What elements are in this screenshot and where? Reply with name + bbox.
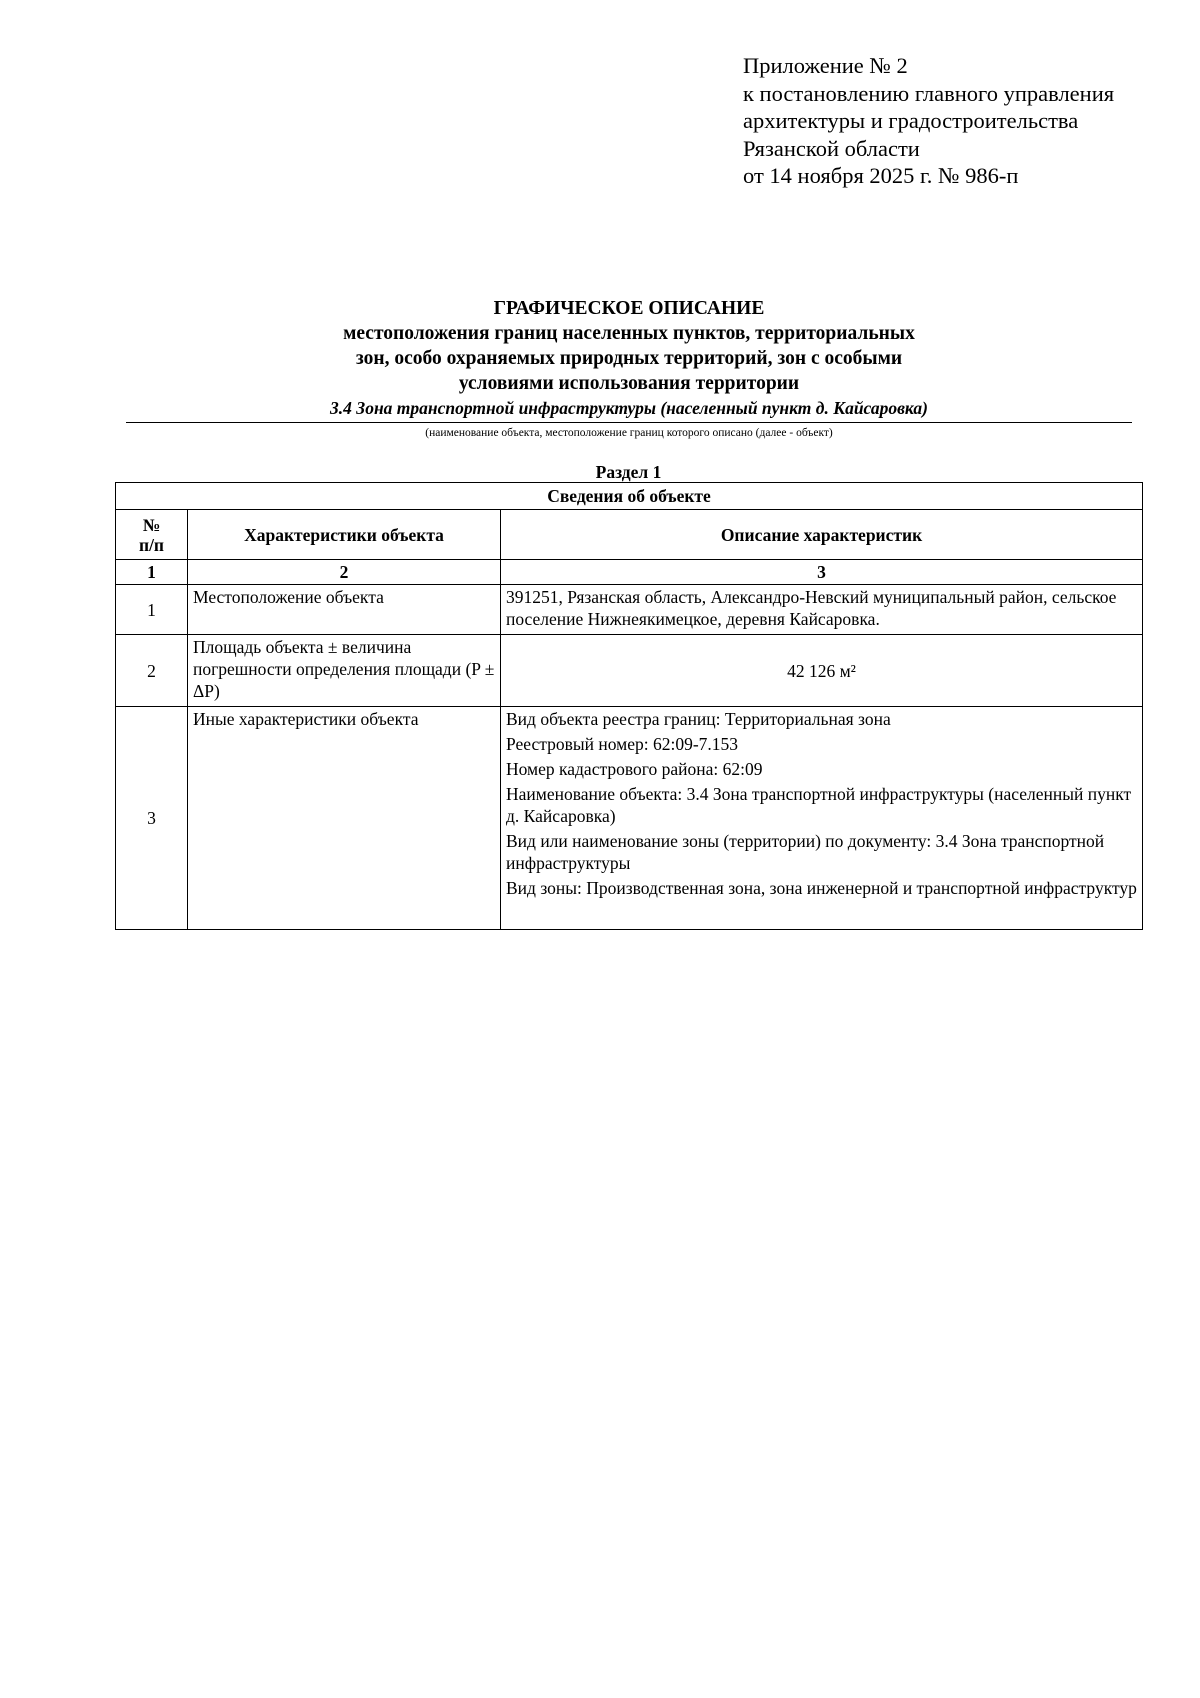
- document-subtitle-line: условиями использования территории: [458, 373, 800, 394]
- object-name-caption: (наименование объекта, местоположение границ которого описано (далее - объект): [425, 427, 833, 439]
- table-row: [116, 707, 1143, 930]
- description-line: Наименование объекта: 3.4 Зона транспортной инфраструктуры (населенный пункт д. Кайсаровка): [506, 784, 1132, 826]
- description-line: Вид объекта реестра границ: Территориальная зона: [506, 709, 891, 729]
- row-description: [501, 707, 1143, 930]
- column-number: 3: [501, 560, 1143, 585]
- document-title: ГРАФИЧЕСКОЕ ОПИСАНИЕ: [493, 298, 765, 319]
- column-number: 1: [116, 560, 188, 585]
- appendix-line: к постановлению главного управления: [743, 80, 1115, 106]
- document-subtitle-line: зон, особо охраняемых природных территорий, зон с особыми: [355, 348, 903, 369]
- description-line: Вид зоны: Производственная зона, зона инженерной и транспортной инфраструктур: [506, 878, 1137, 898]
- row-description-text: 391251, Рязанская область, Александро-Невский муниципальный район, сельское поселение Нижнеякимецкое, деревня Кайсаровка.: [506, 587, 1117, 629]
- table-title-row: [116, 483, 1143, 510]
- description-line: Реестровый номер: 62:09-7.153: [506, 734, 739, 754]
- row-number: 2: [116, 635, 188, 707]
- document-title-block: [126, 296, 1132, 440]
- table-row: [116, 635, 1143, 707]
- row-characteristic-text: Иные характеристики объекта: [193, 709, 419, 729]
- row-characteristic-text: Местоположение объекта: [193, 587, 384, 607]
- row-characteristic: [188, 585, 501, 635]
- table-header-row: [116, 510, 1143, 560]
- header-num: [116, 510, 188, 560]
- description-line: Номер кадастрового района: 62:09: [506, 759, 763, 779]
- row-number: 1: [116, 585, 188, 635]
- row-characteristic: [188, 707, 501, 930]
- section-title: Раздел 1: [595, 462, 662, 482]
- header-characteristic: Характеристики объекта: [188, 510, 501, 560]
- header-num-line: п/п: [138, 534, 165, 555]
- object-info-table: [115, 482, 1143, 930]
- row-description: [501, 585, 1143, 635]
- row-number: 3: [116, 707, 188, 930]
- description-line: Вид или наименование зоны (территории) по документу: 3.4 Зона транспортной инфраструктуры: [506, 831, 1105, 873]
- table-row: [116, 585, 1143, 635]
- appendix-line: Приложение № 2: [743, 53, 908, 78]
- header-num-line: №: [142, 514, 161, 535]
- appendix-header: [743, 52, 1173, 190]
- table-title: Сведения об объекте: [116, 483, 1143, 510]
- title-underline: [126, 422, 1132, 423]
- appendix-line: архитектуры и градостроительства: [743, 108, 1079, 133]
- object-name: 3.4 Зона транспортной инфраструктуры (населенный пункт д. Кайсаровка): [330, 398, 928, 418]
- header-description: Описание характеристик: [501, 510, 1143, 560]
- row-characteristic: [188, 635, 501, 707]
- column-number: 2: [188, 560, 501, 585]
- area-value: 42 126 м²: [501, 635, 1143, 707]
- appendix-line: от 14 ноября 2025 г. № 986-п: [743, 163, 1019, 188]
- document-subtitle-line: местоположения границ населенных пунктов, территориальных: [343, 323, 915, 344]
- appendix-line: Рязанской области: [743, 135, 920, 161]
- column-number-row: [116, 560, 1143, 585]
- row-characteristic-text: Площадь объекта ± величина погрешности определения площади (P ± ΔP): [193, 637, 495, 701]
